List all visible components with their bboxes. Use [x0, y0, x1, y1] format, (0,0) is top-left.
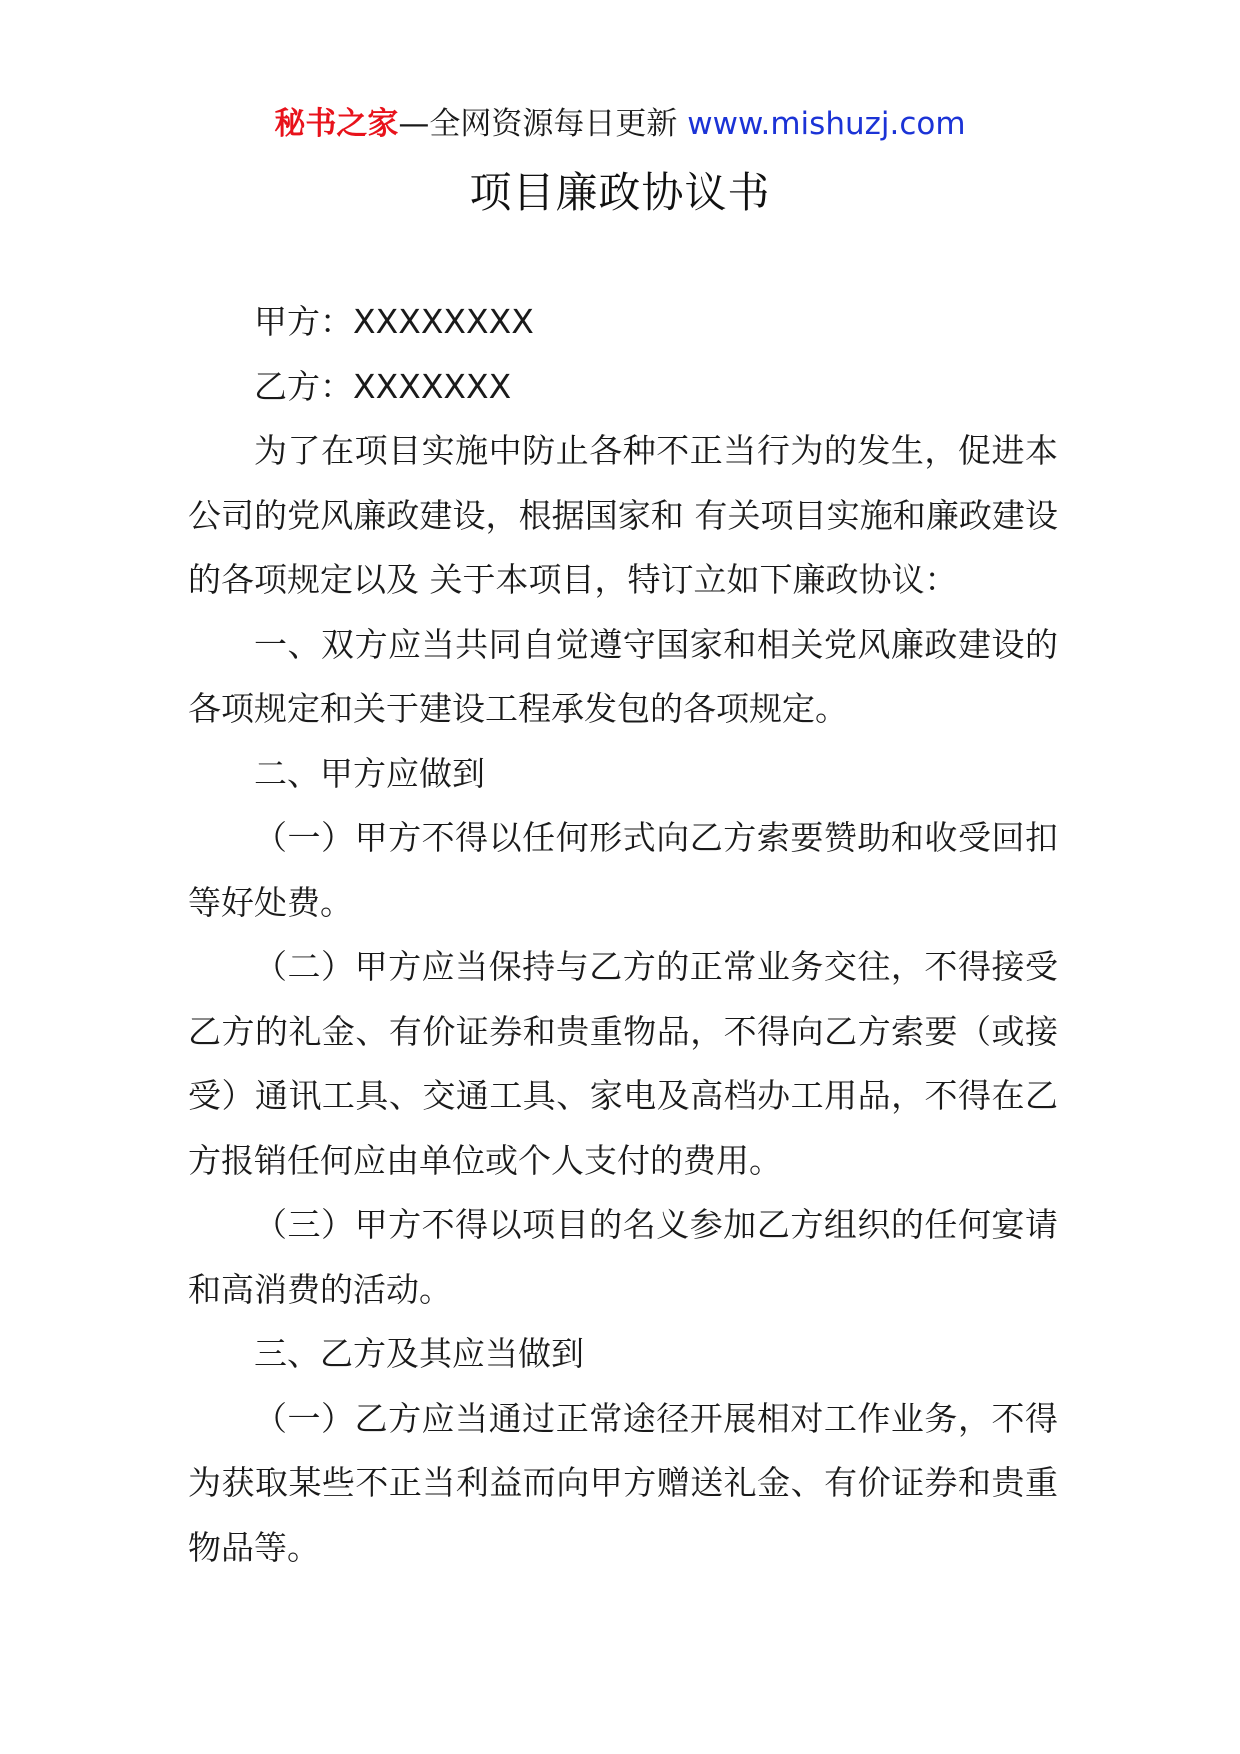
party-a-line: 甲方：XXXXXXXX — [254, 302, 534, 341]
clause-2-heading: 二、甲方应做到 — [254, 753, 485, 793]
clause-2-item-3: （三）甲方不得以项目的名义参加乙方组织的任何宴请和高消费的活动。 — [188, 1205, 1058, 1309]
clause-3-item-1: （一）乙方应当通过正常途径开展相对工作业务，不得为获取某些不正当利益而向甲方赠送礼金、有价证券和贵重物品等。 — [188, 1398, 1058, 1567]
clause-2-item-1: （一）甲方不得以任何形式向乙方索要赞助和收受回扣等好处费。 — [188, 818, 1058, 922]
party-b-line: 乙方：XXXXXXX — [254, 366, 512, 406]
clause-1-paragraph: 一、双方应当共同自觉遵守国家和相关党风廉政建设的各项规定和关于建设工程承发包的各项规定。 — [188, 624, 1058, 728]
site-brand: 秘书之家 — [274, 106, 399, 142]
clause-2-item-2: （二）甲方应当保持与乙方的正常业务交往，不得接受乙方的礼金、有价证券和贵重物品，不得向乙方索要（或接受）通讯工具、交通工具、家电及高档办工用品，不得在乙方报销任何应由单位或个人支付的费用。 — [188, 947, 1058, 1180]
document-body — [188, 290, 1058, 1580]
document-title: 项目廉政协议书 — [469, 168, 771, 217]
preamble-paragraph: 为了在项目实施中防止各种不正当行为的发生，促进本公司的党风廉政建设，根据国家和 有关项目实施和廉政建设的各项规定以及 关于本项目，特订立如下廉政协议： — [188, 431, 1058, 599]
clause-3-heading: 三、乙方及其应当做到 — [254, 1334, 584, 1373]
site-header — [0, 100, 1240, 148]
site-slogan: —全网资源每日更新 — [398, 106, 688, 142]
site-url-link[interactable]: www.mishuzj.com — [687, 106, 966, 142]
